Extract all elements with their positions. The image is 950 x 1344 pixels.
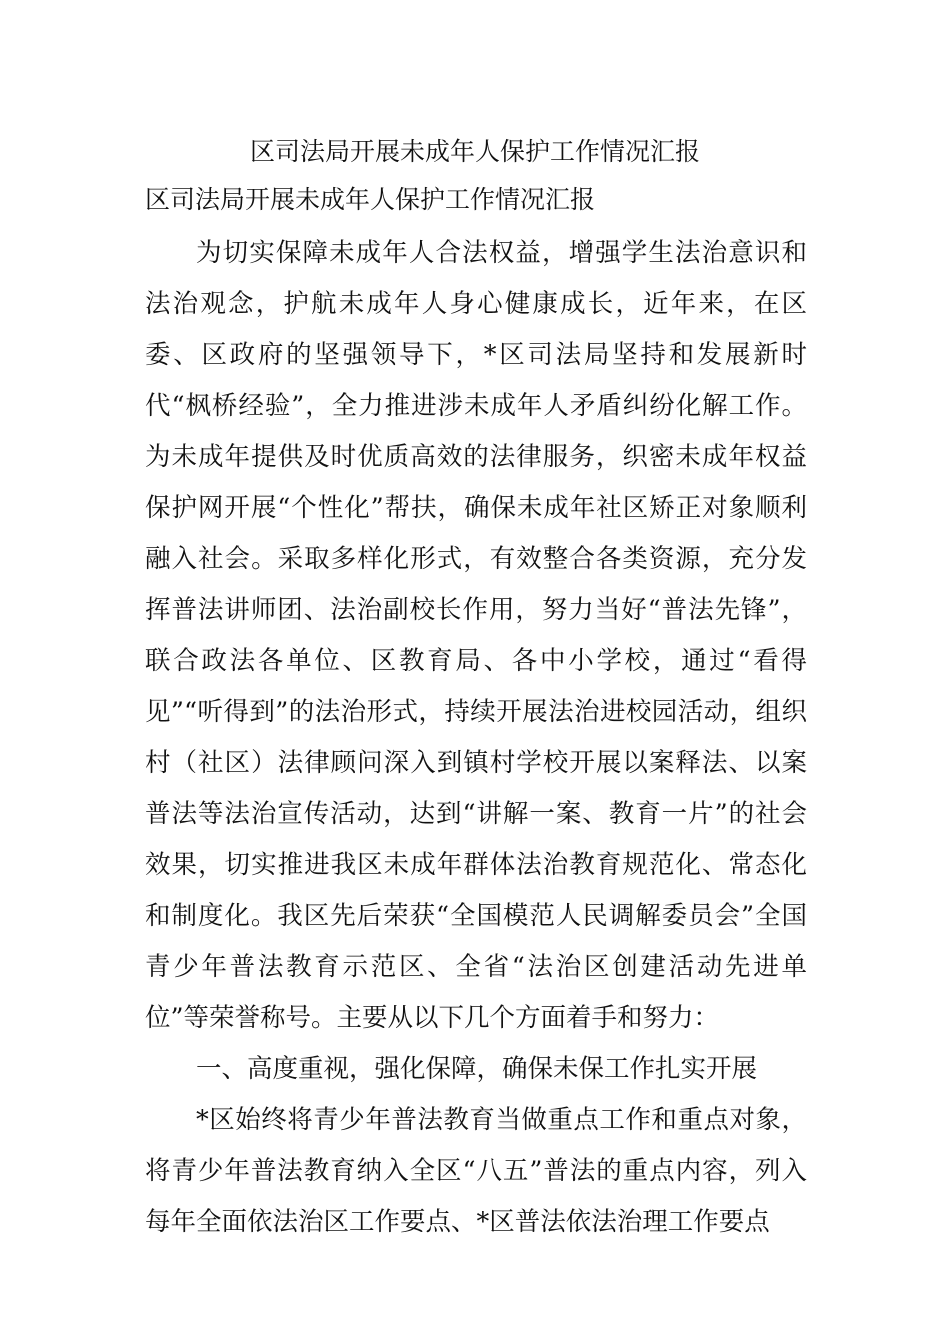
paragraph-intro: 为切实保障未成年人合法权益，增强学生法治意识和法治观念，护航未成年人身心健康成长，近年来，在区委、区政府的坚强领导下，*区司法局坚持和发展新时代“枫桥经验”，全力推进涉未成年人矛盾纠纷化解工作。为未成年提供及时优质高效的法律服务，织密未成年权益保护网开展“个性化”帮扶，确保未成年社区矫正对象顺利融入社会。采取多样化形式，有效整合各类资源，充分发挥普法讲师团、法治副校长作用，努力当好“普法先锋”，联合政法各单位、区教育局、各中小学校，通过“看得见”“听得到”的法治形式，持续开展法治进校园活动，组织村（社区）法律顾问深入到镇村学校开展以案释法、以案普法等法治宣传活动，达到“讲解一案、教育一片”的社会效果，切实推进我区未成年群体法治教育规范化、常态化和制度化。我区先后荣获“全国模范人民调解委员会”全国青少年普法教育示范区、全省“法治区创建活动先进单位”等荣誉称号。主要从以下几个方面着手和努力： bbox=[145, 238, 807, 1033]
paragraph-section-1: *区始终将青少年普法教育当做重点工作和重点对象，将青少年普法教育纳入全区“八五”普法的重点内容，列入每年全面依法治区工作要点、*区普法依法治理工作要点 bbox=[145, 1105, 807, 1237]
document-subtitle: 区司法局开展未成年人保护工作情况汇报 bbox=[145, 185, 596, 214]
section-heading-1: 一、高度重视，强化保障，确保未保工作扎实开展 bbox=[196, 1054, 758, 1084]
document-body bbox=[145, 228, 807, 1248]
document-title: 区司法局开展未成年人保护工作情况汇报 bbox=[249, 137, 700, 166]
